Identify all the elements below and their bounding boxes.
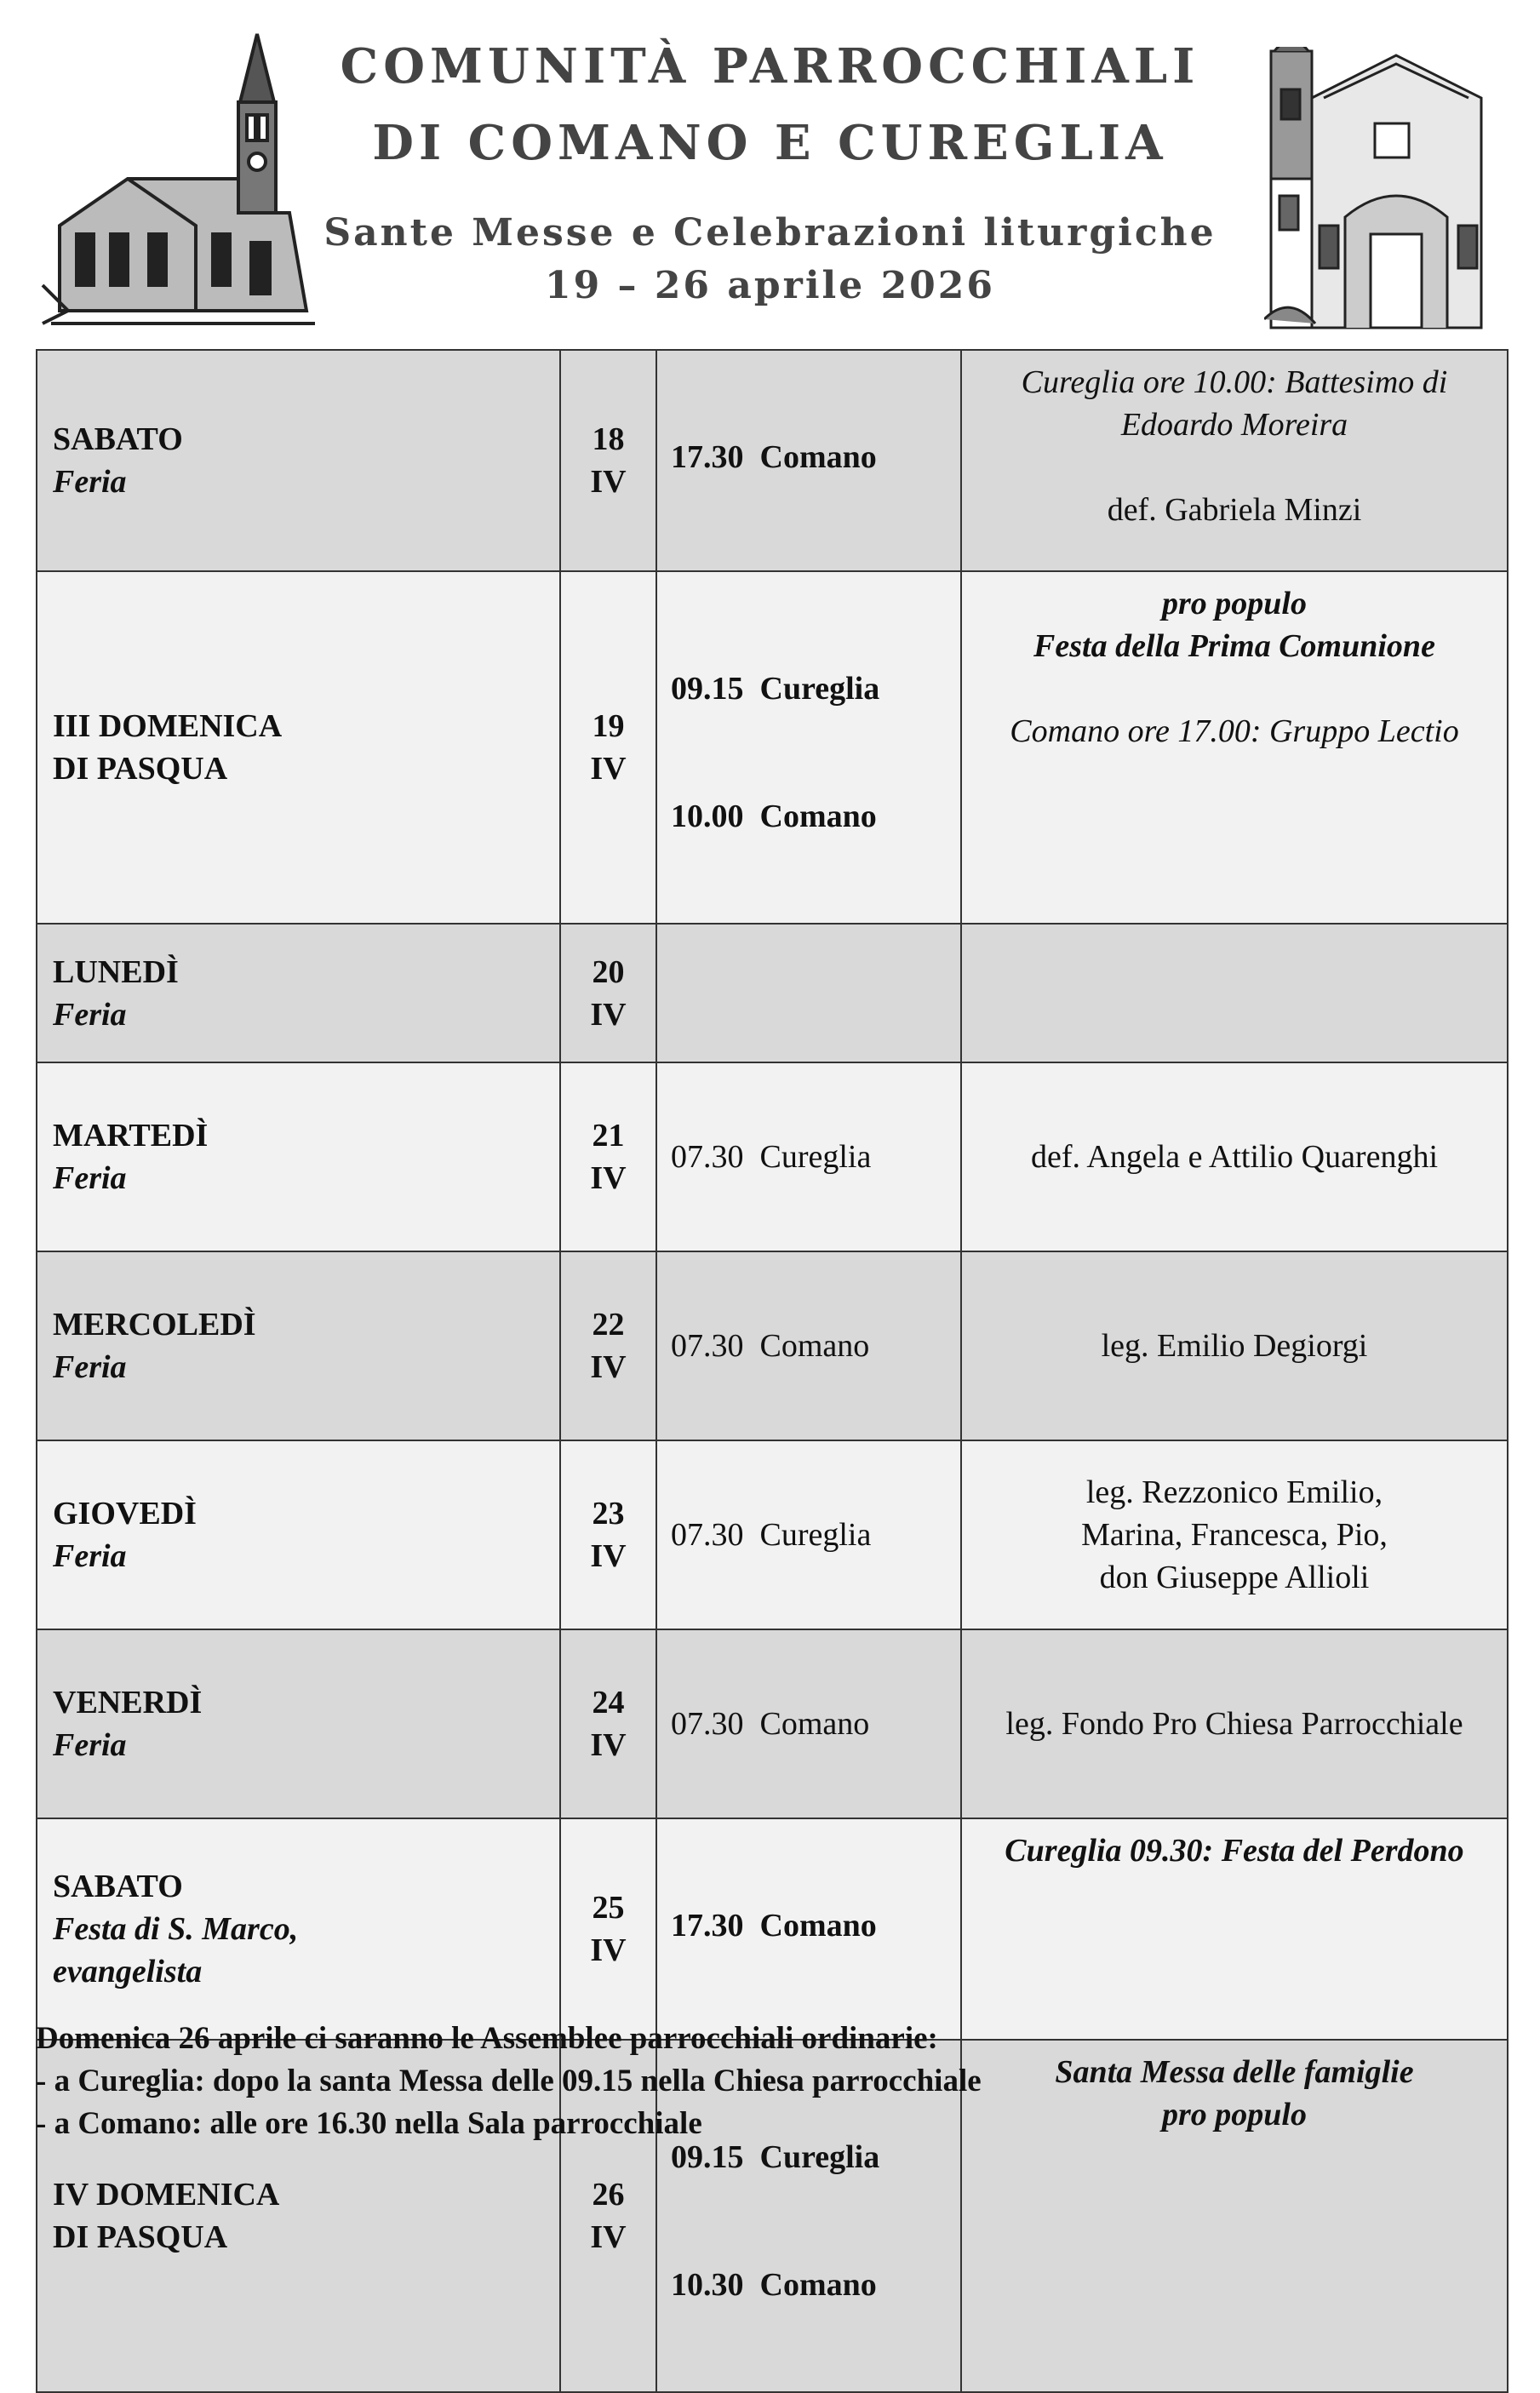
date-number: 25 (592, 1890, 625, 1926)
footer-notice (36, 2018, 982, 2145)
mass-time: 17.30 Comano (671, 439, 877, 475)
date-number: 20 (592, 953, 625, 990)
day-name: VENERDÌ (53, 1685, 203, 1720)
schedule-row (37, 350, 1508, 571)
footer-line: - a Cureglia: dopo la santa Messa delle 09.15 nella Chiesa parrocchiale (36, 2064, 982, 2098)
date-month: IV (590, 996, 627, 1033)
date-month: IV (590, 1538, 627, 1574)
day-subtitle: Feria (53, 1538, 127, 1574)
schedule-row (37, 1440, 1508, 1629)
mass-time: 07.30 Comano (671, 1706, 870, 1742)
date-number: 24 (592, 1685, 625, 1720)
mass-time: 10.30 Comano (671, 2267, 877, 2303)
date-month: IV (590, 1349, 627, 1385)
mass-time: 07.30 Comano (671, 1328, 870, 1364)
footer-line: - a Comano: alle ore 16.30 nella Sala parrocchiale (36, 2106, 702, 2141)
day-name: GIOVEDÌ (53, 1496, 197, 1531)
mass-time: 09.15 Cureglia (671, 2139, 880, 2175)
date-month: IV (590, 1160, 627, 1196)
note-line: Edoardo Moreira (1120, 407, 1348, 443)
header-title-line-1: COMUNITÀ PARROCCHIALI (340, 38, 1200, 94)
note-line: def. Gabriela Minzi (1107, 492, 1362, 528)
date-number: 19 (592, 708, 625, 744)
mass-time: 07.30 Cureglia (671, 1139, 872, 1175)
note-line: pro populo (1162, 586, 1307, 621)
footer-line: Domenica 26 aprile ci saranno le Assemblee parrocchiali ordinarie: (36, 2021, 938, 2056)
note-line: Santa Messa delle famiglie (1055, 2054, 1414, 2090)
date-month: IV (590, 464, 627, 500)
header-subtitle: Sante Messe e Celebrazioni liturgiche (323, 211, 1217, 255)
day-name: III DOMENICA (53, 708, 283, 744)
mass-time: 07.30 Cureglia (671, 1517, 872, 1553)
mass-time: 17.30 Comano (671, 1908, 877, 1944)
day-name: LUNEDÌ (53, 953, 179, 990)
date-number: 26 (592, 2177, 625, 2213)
note-line: don Giuseppe Allioli (1099, 1560, 1370, 1595)
day-subtitle: evangelista (53, 1954, 203, 1989)
note-line: leg. Emilio Degiorgi (1101, 1328, 1368, 1364)
day-subtitle: DI PASQUA (53, 2219, 228, 2255)
date-month: IV (590, 1727, 627, 1763)
date-number: 23 (592, 1496, 625, 1531)
day-subtitle: Feria (53, 464, 127, 500)
day-name: IV DOMENICA (53, 2177, 280, 2213)
schedule-row (37, 924, 1508, 1062)
note-line: pro populo (1162, 2097, 1307, 2133)
note-line: leg. Fondo Pro Chiesa Parrocchiale (1005, 1706, 1463, 1742)
day-name: SABATO (53, 1869, 183, 1904)
day-subtitle: Feria (53, 996, 127, 1033)
day-name: SABATO (53, 421, 183, 457)
date-number: 22 (592, 1307, 625, 1342)
schedule-row (37, 1251, 1508, 1440)
day-subtitle: Feria (53, 1727, 127, 1763)
church-left-illustration (34, 30, 323, 336)
day-subtitle: Feria (53, 1349, 127, 1385)
day-subtitle: Feria (53, 1160, 127, 1196)
note-line: Marina, Francesca, Pio, (1081, 1517, 1388, 1553)
church-right-illustration (1264, 47, 1490, 336)
note-line: leg. Rezzonico Emilio, (1085, 1474, 1383, 1510)
note-line: Cureglia 09.30: Festa del Perdono (1005, 1833, 1464, 1869)
day-subtitle: DI PASQUA (53, 751, 228, 787)
note-line: Comano ore 17.00: Gruppo Lectio (1010, 713, 1459, 749)
schedule-row (37, 1629, 1508, 1818)
date-month: IV (590, 1932, 627, 1968)
date-month: IV (590, 751, 627, 787)
mass-time: 09.15 Cureglia (671, 671, 880, 707)
schedule-row (37, 1062, 1508, 1251)
date-number: 21 (592, 1118, 625, 1154)
day-subtitle: Festa di S. Marco, (53, 1911, 299, 1947)
header-date-range: 19 – 26 aprile 2026 (544, 264, 996, 307)
header-title-line-2: DI COMANO E CUREGLIA (372, 115, 1168, 171)
note-line: Cureglia ore 10.00: Battesimo di (1021, 364, 1448, 400)
note-line: def. Angela e Attilio Quarenghi (1030, 1139, 1439, 1175)
day-name: MERCOLEDÌ (53, 1307, 256, 1342)
day-name: MARTEDÌ (53, 1118, 209, 1154)
note-line: Festa della Prima Comunione (1033, 628, 1435, 664)
date-number: 18 (592, 421, 625, 457)
schedule-row (37, 1818, 1508, 2040)
mass-time: 10.00 Comano (671, 799, 877, 834)
date-month: IV (590, 2219, 627, 2255)
schedule-row (37, 571, 1508, 924)
